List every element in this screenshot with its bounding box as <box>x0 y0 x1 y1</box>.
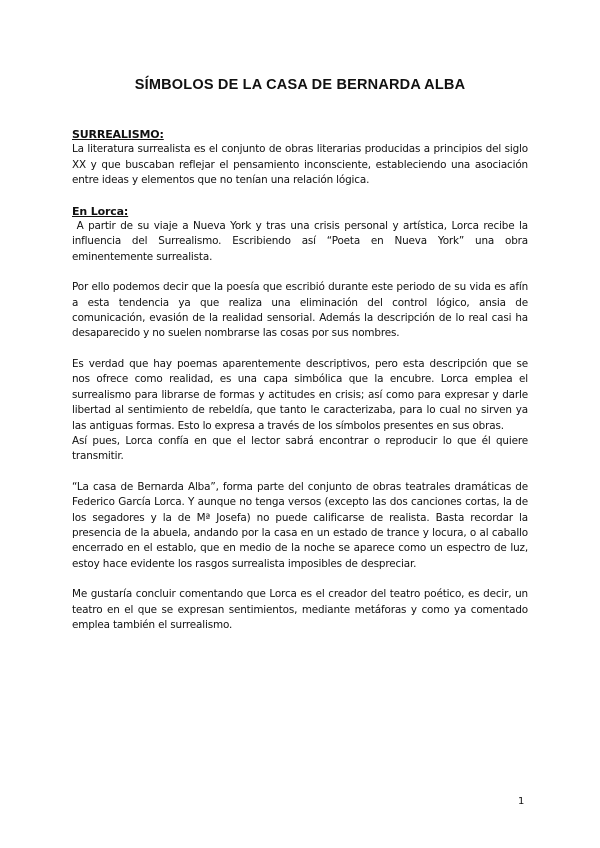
paragraph: Me gustaría concluir comentando que Lorca es el creador del teatro poético, es decir, un teatro en el que se expresan sentimientos, mediante metáforas y como ya comentado emplea también el surrealismo. <box>72 588 528 631</box>
section-heading-surrealismo: SURREALISMO: <box>72 128 164 141</box>
paragraph: “La casa de Bernarda Alba”, forma parte del conjunto de obras teatrales dramáticas de Federico García Lorca. Y aunque no tenga versos (excepto las dos canciones cortas, la de los segadores y la de Mª Josefa) no puede calificarse de realista. Basta recordar la presencia de la abuela, andando por la casa en un estado de trance y locura, o al caballo encerrado en el establo, que en medio de la noche se aparece como un espectro de luz, estoy hace evidente los rasgos surrealista imposibles de despreciar. <box>72 480 528 570</box>
document-body <box>72 127 532 633</box>
paragraph: Es verdad que hay poemas aparentemente descriptivos, pero esta descripción que se nos ofrece como realidad, es una capa simbólica que la encubre. Lorca emplea el surrealismo para librarse de formas y actitudes en crisis; así como para expresar y darle libertad al sentimiento de rebeldía, que tanto le caracterizaba, para lo cual no sirven ya las antiguas formas. Esto lo expresa a través de los símbolos presentes en sus obras. <box>72 357 528 432</box>
paragraph: Así pues, Lorca confía en que el lector sabrá encontrar o reproducir lo que él quiere transmitir. <box>72 434 528 463</box>
paragraph: La literatura surrealista es el conjunto de obras literarias producidas a principios del siglo XX y que buscaban reflejar el pensamiento inconsciente, estableciendo una asociación entre ideas y elementos que no tenían una relación lógica. <box>72 143 528 187</box>
paragraph: A partir de su viaje a Nueva York y tras una crisis personal y artística, Lorca recibe la influencia del Surrealismo. Escribiendo así “Poeta en Nueva York” una obra eminentemente surrealista. <box>72 220 532 263</box>
page-number: 1 <box>518 796 525 807</box>
paragraph: Por ello podemos decir que la poesía que escribió durante este periodo de su vida es afín a esta tendencia ya que realiza una eliminación del control lógico, ansia de comunicación, evasión de la realidad sensorial. Además la descripción de lo real casi ha desaparecido y no suelen nombrarse las cosas por sus nombres. <box>72 281 528 340</box>
document-title: SÍMBOLOS DE LA CASA DE BERNARDA ALBA <box>134 77 466 93</box>
section-heading-en-lorca: En Lorca: <box>72 204 129 218</box>
